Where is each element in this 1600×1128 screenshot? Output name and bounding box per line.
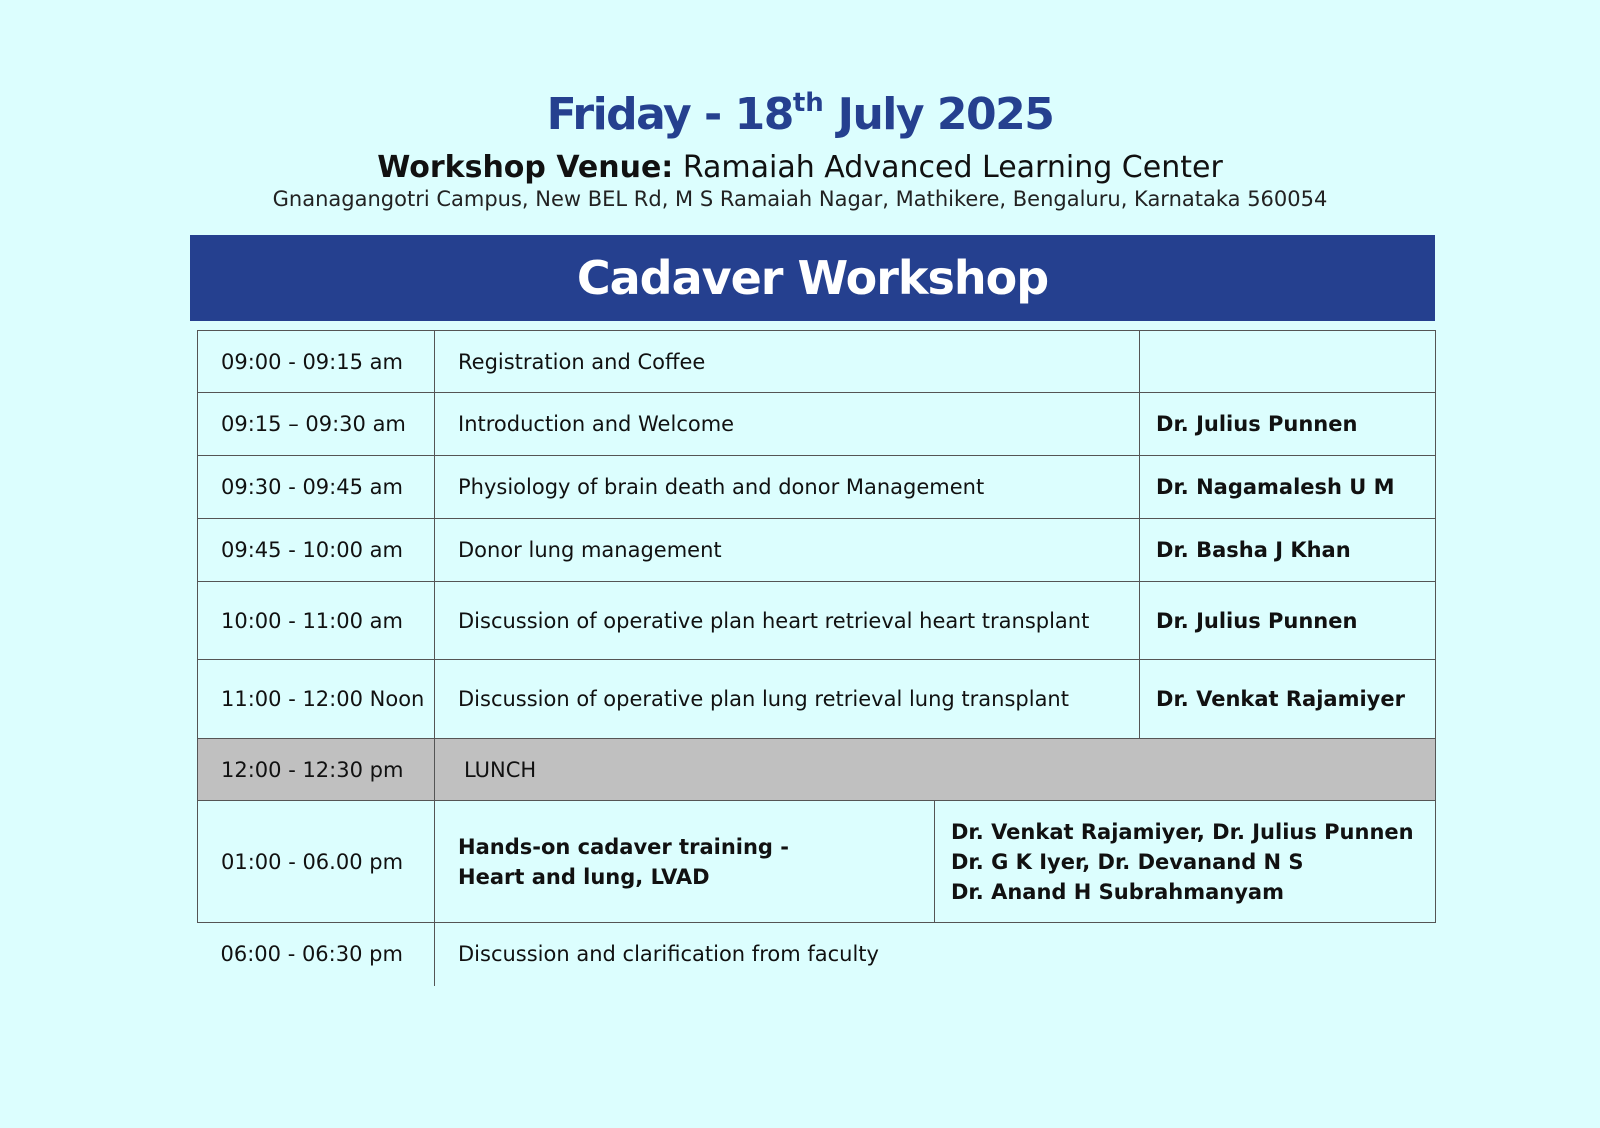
lunch-label: LUNCH <box>435 739 1436 801</box>
closing-topic: Discussion and clarification from faculty <box>435 923 1436 986</box>
row-topic: Registration and Coffee <box>435 331 1140 393</box>
schedule-row <box>198 456 1436 519</box>
lunch-row <box>198 739 1436 801</box>
hands-on-topic <box>435 801 935 923</box>
venue-name: Ramaiah Advanced Learning Center <box>682 150 1223 185</box>
hands-on-speaker-line3: Dr. Anand H Subrahmanyam <box>951 879 1284 904</box>
venue-line <box>0 150 1600 185</box>
banner-title: Cadaver Workshop <box>576 251 1049 305</box>
schedule-row <box>198 582 1436 660</box>
schedule-row <box>198 660 1436 739</box>
row-time: 09:45 - 10:00 am <box>198 519 435 582</box>
row-topic: Introduction and Welcome <box>435 393 1140 456</box>
hands-on-topic-line2: Heart and lung, LVAD <box>458 864 710 889</box>
event-date-title <box>0 88 1600 140</box>
schedule-row <box>198 519 1436 582</box>
row-speaker: Dr. Julius Punnen <box>1140 582 1436 660</box>
hands-on-speakers <box>935 801 1436 923</box>
row-speaker: Dr. Venkat Rajamiyer <box>1140 660 1436 739</box>
closing-row <box>198 923 1436 986</box>
hands-on-time: 01:00 - 06.00 pm <box>198 801 435 923</box>
row-topic: Discussion of operative plan heart retrieval heart transplant <box>435 582 1140 660</box>
schedule-table <box>197 330 1436 986</box>
date-day: Friday - 18 <box>546 89 793 140</box>
row-time: 09:30 - 09:45 am <box>198 456 435 519</box>
row-topic: Donor lung management <box>435 519 1140 582</box>
lunch-time: 12:00 - 12:30 pm <box>198 739 435 801</box>
workshop-banner <box>190 235 1435 321</box>
schedule-row <box>198 331 1436 393</box>
date-month-year: July 2025 <box>837 89 1054 140</box>
closing-time: 06:00 - 06:30 pm <box>198 923 435 986</box>
venue-label: Workshop Venue: <box>377 150 674 185</box>
schedule-row <box>198 393 1436 456</box>
hands-on-speaker-line1: Dr. Venkat Rajamiyer, Dr. Julius Punnen <box>951 819 1414 844</box>
hands-on-topic-line1: Hands-on cadaver training - <box>458 834 789 859</box>
row-speaker: Dr. Julius Punnen <box>1140 393 1436 456</box>
hands-on-speaker-line2: Dr. G K Iyer, Dr. Devanand N S <box>951 849 1304 874</box>
row-time: 11:00 - 12:00 Noon <box>198 660 435 739</box>
row-topic: Discussion of operative plan lung retrieval lung transplant <box>435 660 1140 739</box>
row-speaker: Dr. Nagamalesh U M <box>1140 456 1436 519</box>
hands-on-row <box>198 801 1436 923</box>
row-speaker <box>1140 331 1436 393</box>
row-time: 10:00 - 11:00 am <box>198 582 435 660</box>
date-ordinal: th <box>792 88 824 118</box>
row-speaker: Dr. Basha J Khan <box>1140 519 1436 582</box>
row-time: 09:15 – 09:30 am <box>198 393 435 456</box>
row-time: 09:00 - 09:15 am <box>198 331 435 393</box>
venue-address: Gnanagangotri Campus, New BEL Rd, M S Ramaiah Nagar, Mathikere, Bengaluru, Karnataka 560054 <box>272 187 1328 211</box>
row-topic: Physiology of brain death and donor Management <box>435 456 1140 519</box>
